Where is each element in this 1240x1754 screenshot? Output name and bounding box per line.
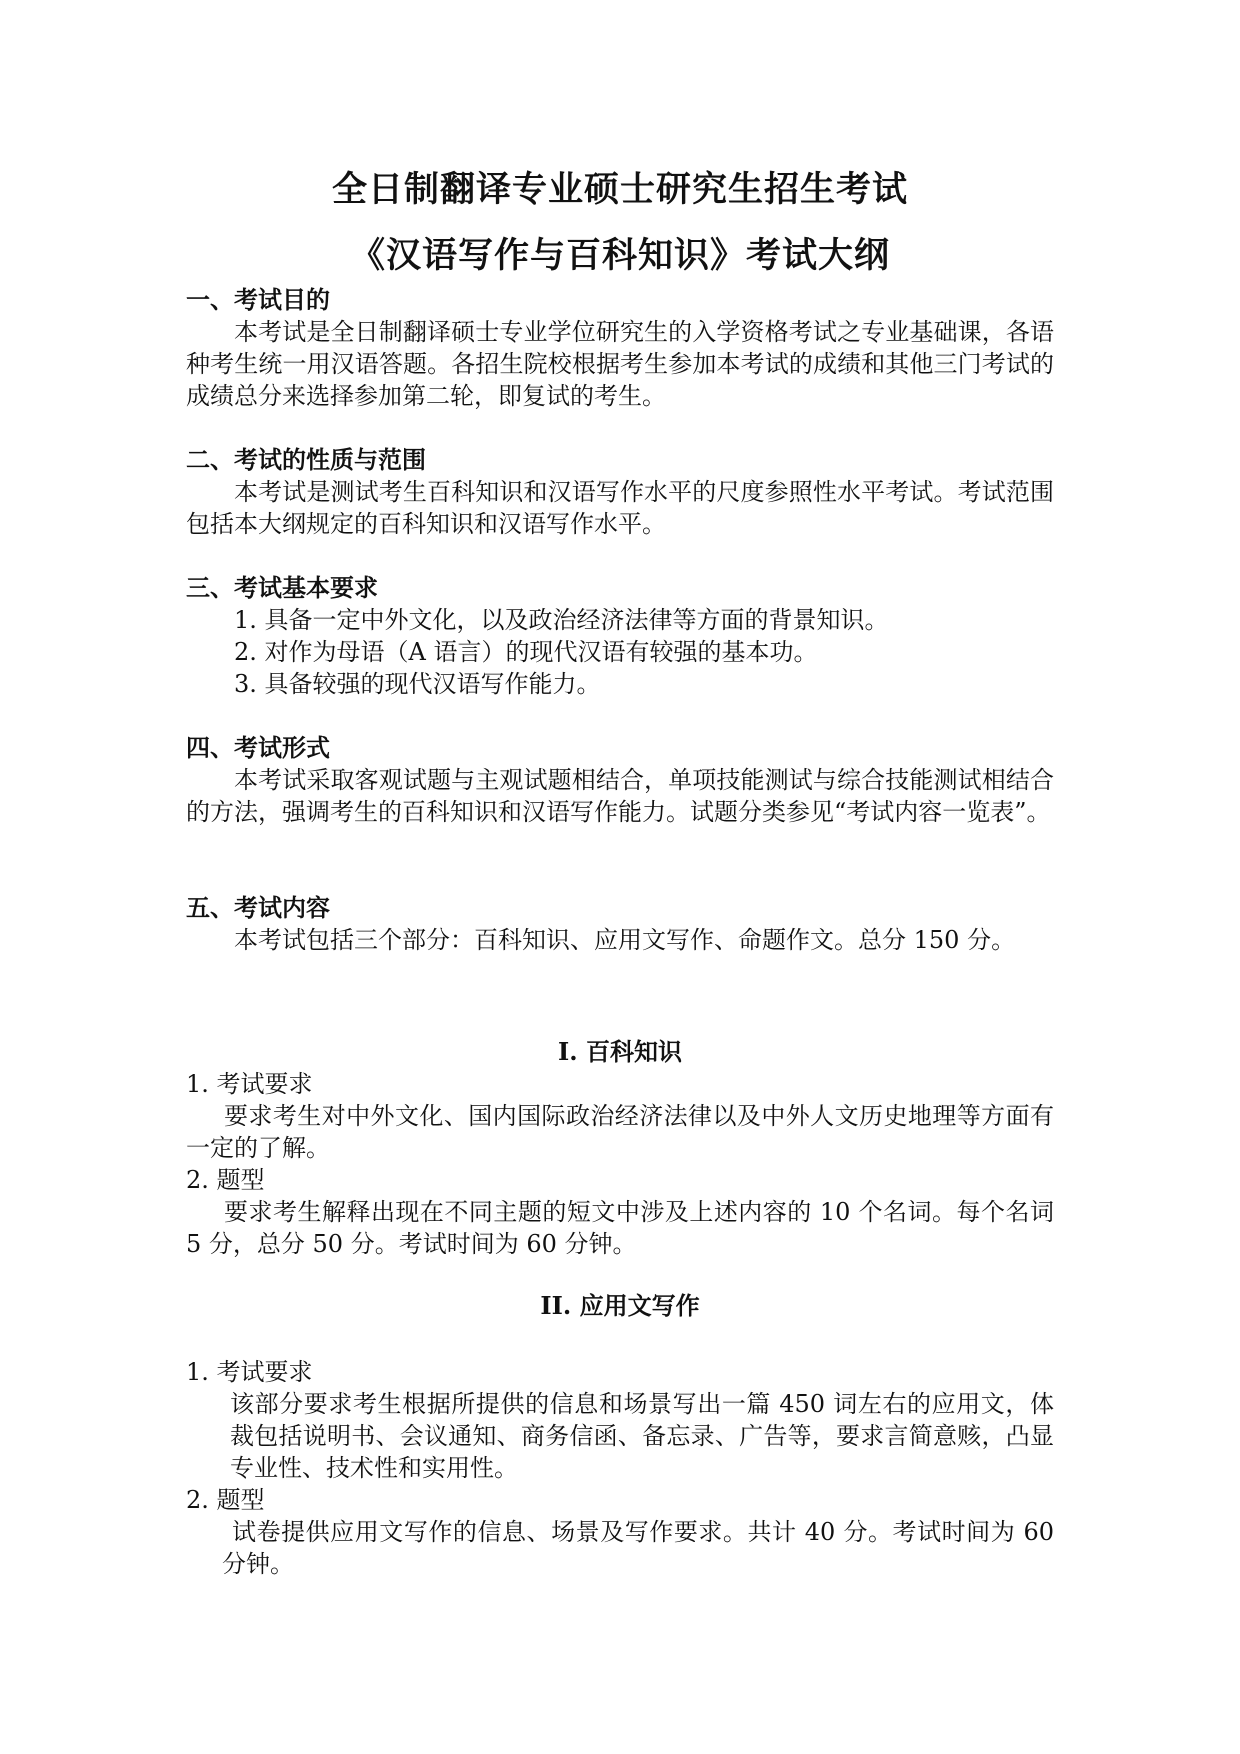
sub-label: 2. 题型 — [186, 1166, 265, 1194]
section-paragraph: 本考试包括三个部分：百科知识、应用文写作、命题作文。总分 150 分。 — [234, 926, 1016, 954]
section-heading: 四、考试形式 — [186, 733, 330, 762]
section-basic-requirements — [186, 572, 1054, 700]
list-item: 1. 具备一定中外文化，以及政治经济法律等方面的背景知识。 — [234, 606, 889, 634]
section-paragraph: 本考试采取客观试题与主观试题相结合，单项技能测试与综合技能测试相结合的方法，强调考生的百科知识和汉语写作能力。试题分类参见“考试内容一览表”。 — [186, 766, 1054, 826]
section-heading: 三、考试基本要求 — [186, 573, 378, 602]
document-title: 全日制翻译专业硕士研究生招生考试 — [331, 169, 908, 210]
part-heading-practical-writing: II. 应用文写作 — [540, 1291, 700, 1320]
section-paragraph: 本考试是测试考生百科知识和汉语写作水平的尺度参照性水平考试。考试范围包括本大纲规定的百科知识和汉语写作水平。 — [186, 478, 1054, 538]
sub-label: 2. 题型 — [186, 1486, 265, 1514]
part-heading-encyclopedia: I. 百科知识 — [558, 1037, 682, 1066]
section-exam-content — [186, 892, 1054, 956]
sub-paragraph: 试卷提供应用文写作的信息、场景及写作要求。共计 40 分。考试时间为 60 分钟。 — [222, 1518, 1054, 1578]
section-heading: 五、考试内容 — [186, 893, 330, 922]
section-nature-scope — [186, 444, 1054, 540]
list-item: 2. 对作为母语（A 语言）的现代汉语有较强的基本功。 — [234, 638, 818, 666]
section-heading: 一、考试目的 — [186, 285, 330, 314]
part-practical-writing-body — [186, 1356, 1054, 1580]
sub-paragraph: 要求考生对中外文化、国内国际政治经济法律以及中外人文历史地理等方面有一定的了解。 — [186, 1102, 1054, 1162]
part-encyclopedia-body — [186, 1068, 1054, 1260]
section-exam-format — [186, 732, 1054, 828]
document-subtitle: 《汉语写作与百科知识》考试大纲 — [349, 235, 890, 276]
list-item: 3. 具备较强的现代汉语写作能力。 — [234, 670, 601, 698]
section-heading: 二、考试的性质与范围 — [186, 445, 426, 474]
section-exam-purpose — [186, 284, 1054, 412]
sub-paragraph: 要求考生解释出现在不同主题的短文中涉及上述内容的 10 个名词。每个名词 5 分，总分 50 分。考试时间为 60 分钟。 — [186, 1198, 1054, 1258]
sub-label: 1. 考试要求 — [186, 1358, 313, 1386]
sub-label: 1. 考试要求 — [186, 1070, 313, 1098]
section-paragraph: 本考试是全日制翻译硕士专业学位研究生的入学资格考试之专业基础课，各语种考生统一用汉语答题。各招生院校根据考生参加本考试的成绩和其他三门考试的成绩总分来选择参加第二轮，即复试的考生。 — [186, 318, 1054, 410]
sub-paragraph: 该部分要求考生根据所提供的信息和场景写出一篇 450 词左右的应用文，体裁包括说明书、会议通知、商务信函、备忘录、广告等，要求言简意赅，凸显专业性、技术性和实用性。 — [230, 1390, 1054, 1482]
